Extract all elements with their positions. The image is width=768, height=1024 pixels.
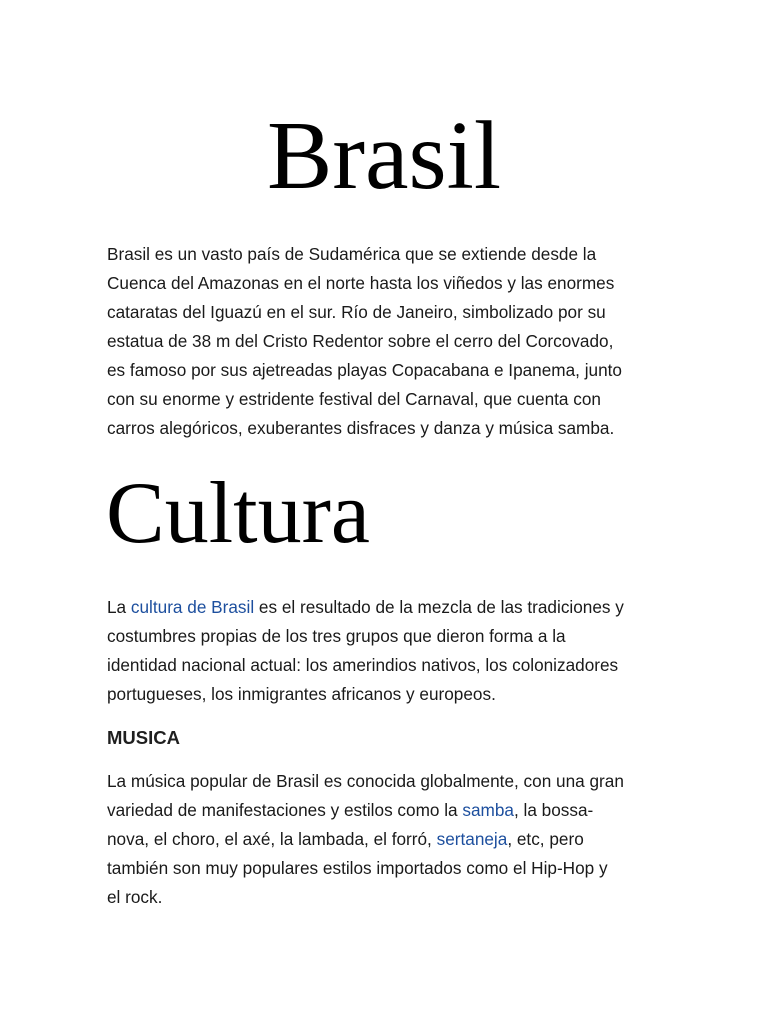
intro-line: cataratas del Iguazú en el sur. Río de Janeiro, simbolizado por su [107,302,606,322]
musica-heading: MUSICA [107,727,180,748]
cultura-line: identidad nacional actual: los amerindios nativos, los colonizadores [107,655,619,675]
musica-text: nova, el choro, el axé, la lambada, el forró, [107,829,437,849]
cultura-text: La [107,597,131,617]
intro-paragraph [107,240,667,443]
cultura-de-brasil-link[interactable]: cultura de Brasil [130,597,255,617]
musica-line: La música popular de Brasil es conocida globalmente, con una gran [107,771,624,791]
samba-link[interactable]: samba [462,800,514,820]
cultura-text: es el resultado de la mezcla de las tradiciones y [254,597,624,617]
cultura-line [107,593,667,622]
cultura-line: portugueses, los inmigrantes africanos y europeos. [107,684,496,704]
cultura-line: costumbres propias de los tres grupos que dieron forma a la [107,626,566,646]
sertaneja-link[interactable]: sertaneja [436,829,508,849]
musica-text: , etc, pero [507,829,584,849]
cultura-heading: Cultura [106,465,370,562]
musica-text: , la bossa- [513,800,594,820]
intro-line: es famoso por sus ajetreadas playas Copacabana e Ipanema, junto [107,360,622,380]
intro-line: Brasil es un vasto país de Sudamérica que se extiende desde la [107,244,597,264]
cultura-paragraph [107,593,667,709]
musica-line [107,796,667,825]
musica-line: el rock. [107,887,163,907]
musica-line [107,825,667,854]
musica-line: también son muy populares estilos importados como el Hip-Hop y [107,858,608,878]
intro-line: con su enorme y estridente festival del Carnaval, que cuenta con [107,389,601,409]
musica-paragraph [107,767,667,912]
intro-line: estatua de 38 m del Cristo Redentor sobre el cerro del Corcovado, [107,331,614,351]
intro-line: Cuenca del Amazonas en el norte hasta los viñedos y las enormes [107,273,615,293]
document-title: Brasil [266,102,502,210]
intro-line: carros alegóricos, exuberantes disfraces y danza y música samba. [107,418,615,438]
musica-text: variedad de manifestaciones y estilos como la [107,800,463,820]
